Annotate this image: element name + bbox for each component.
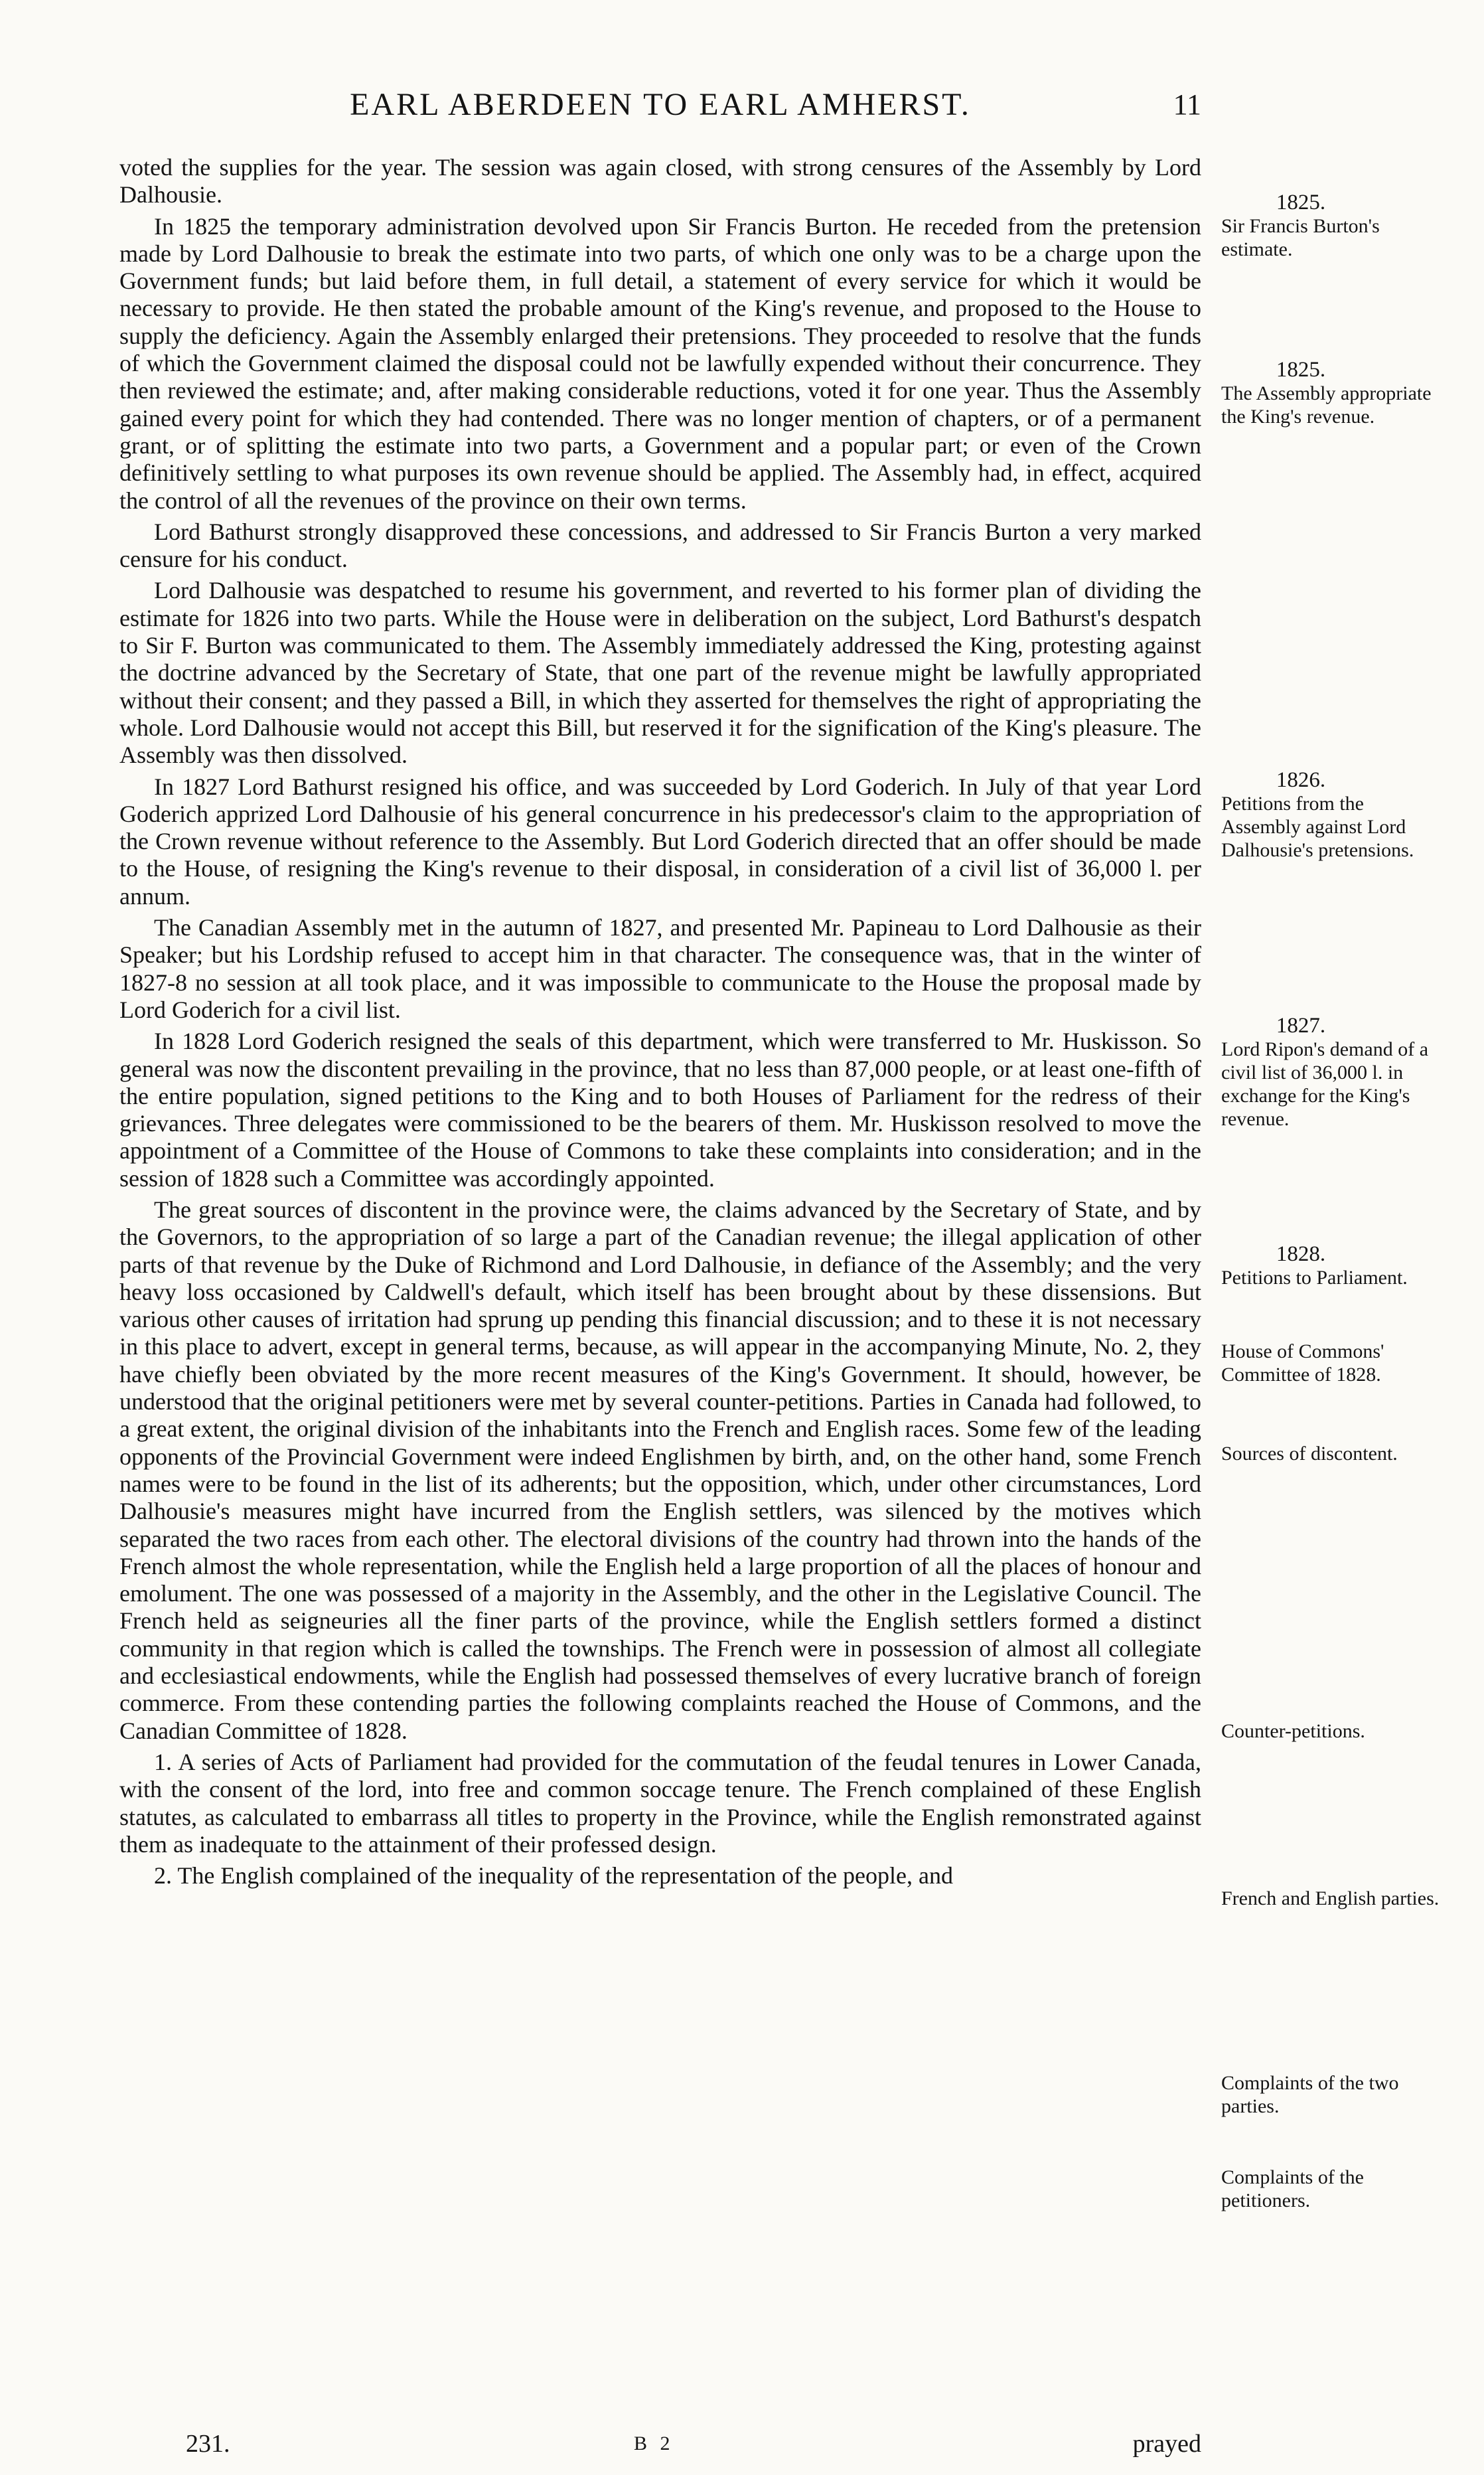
paragraph: voted the supplies for the year. The session was again closed, with strong censures of the Assembly by Lord Dalhousie. [119,154,1201,208]
margin-note-text: House of Commons' Committee of 1828. [1221,1340,1384,1386]
paragraph: In 1828 Lord Goderich resigned the seals of this department, which were transferred to Mr. Huskisson. So general was now the discontent prevailing in the province, that no less than 87,000 people, or at least one-fifth of the entire population, signed petitions to the King and to both Houses of Parliament for the redress of their grievances. Three delegates were commissioned to be the bearers of them. Mr. Huskisson resolved to move the appointment of a Committee of the House of Commons to take these complaints into consideration; and in the session of 1828 such a Committee was accordingly appointed. [119,1028,1201,1192]
paragraph: 2. The English complained of the inequality of the representation of the people, and [154,1862,953,1889]
margin-note-text: The Assembly appropriate the King's revenue. [1221,382,1432,428]
margin-note [1221,1887,1440,1910]
margin-note-text: Sources of discontent. [1221,1443,1398,1465]
margin-note [1221,769,1440,862]
margin-note-text: Petitions to Parliament. [1221,1267,1408,1289]
paragraph: In 1825 the temporary administration devolved upon Sir Francis Burton. He receded from the pretension made by Lord Dalhousie to break the estimate into two parts, of which one only was to be a charge upon the Government funds; but laid before them, in full detail, a statement of every service for which it would be necessary to provide. He then stated the probable amount of the King's revenue, and proposed to the House to supply the deficiency. Again the Assembly enlarged their pretensions. They proceeded to resolve that the funds of which the Government claimed the disposal could not be lawfully expended without their concurrence. They then reviewed the estimate; and, after making considerable reductions, voted it for one year. Thus the Assembly gained every point for which they had contended. There was no longer mention of chapters, or of a permanent grant, or of splitting the estimate into two parts, a Government and a popular part; or even of the Crown definitively settling to what purposes its own revenue should be applied. The Assembly had, in effect, acquired the control of all the revenues of the province on their own terms. [119,212,1201,514]
margin-note [1221,1014,1440,1131]
paragraph: Lord Dalhousie was despatched to resume his government, and reverted to his former plan of dividing the estimate for 1826 into two parts. While the House were in deliberation on the subject, Lord Bathurst's despatch to Sir F. Burton was communicated to them. The Assembly immediately addressed the King, protesting against the doctrine advanced by the Secretary of State, that one part of the revenue might be lawfully appropriated without their consent; and they passed a Bill, in which they asserted for themselves the right of appropriating the whole. Lord Dalhousie would not accept this Bill, but reserved it for the signification of the King's pleasure. The Assembly was then dissolved. [119,577,1201,769]
margin-note [1221,1243,1440,1289]
margin-note-year: 1825. [1276,358,1326,382]
margin-note [1221,2166,1440,2212]
margin-note-year: 1825. [1276,191,1326,214]
body-text [119,154,1201,1893]
paragraph: Lord Bathurst strongly disapproved these concessions, and addressed to Sir Francis Burton a very marked censure for his conduct. [119,518,1201,573]
catchword: prayed [1132,2430,1201,2458]
margin-note-text: French and English parties. [1221,1887,1440,1909]
page-header [119,85,1201,125]
margin-note [1221,1442,1440,1465]
margin-note-text: Counter-petitions. [1221,1720,1365,1742]
paragraph: The Canadian Assembly met in the autumn of 1827, and presented Mr. Papineau to Lord Dalhousie as their Speaker; but his Lordship refused to accept him in that character. The consequence was, that in the winter of 1827-8 no session at all took place, and it was impossible to communicate to the House the proposal made by Lord Goderich for a civil list. [119,914,1201,1023]
running-title: EARL ABERDEEN TO EARL AMHERST. [350,87,971,122]
margin-note-year: 1828. [1276,1242,1326,1266]
margin-note [1221,1719,1440,1743]
margin-note-year: 1826. [1276,768,1326,792]
margin-note-year: 1827. [1276,1014,1326,1038]
margin-note-text: Petitions from the Assembly against Lord Dalhousie's pretensions. [1221,793,1414,861]
margin-note-text: Complaints of the two parties. [1221,2072,1399,2117]
paragraph: 1. A series of Acts of Parliament had provided for the commutation of the feudal tenures in Lower Canada, with the consent of the lord, into free and common soccage tenure. The French complained of these English statutes, as calculated to embarrass all titles to property in the Province, while the English remonstrated against them as inadequate to the attainment of their professed design. [119,1748,1201,1858]
signature-number: 231. [186,2430,230,2458]
margin-note [1221,359,1440,428]
margin-note-text: Complaints of the petitioners. [1221,2166,1364,2211]
margin-note [1221,2071,1440,2118]
paragraph: The great sources of discontent in the province were, the claims advanced by the Secretary of State, and by the Governors, to the appropriation of so large a part of the Canadian revenue; the illegal application of other parts of that revenue by the Duke of Richmond and Lord Dalhousie, in defiance of the Assembly; and the very heavy loss occasioned by Caldwell's default, which itself has been brought about by these dissensions. But various other causes of irritation had sprung up pending this financial discussion; and to these it is not necessary in this place to advert, except in general terms, because, as will appear in the accompanying Minute, No. 2, they have chiefly been obviated by the more recent measures of the King's Government. It should, however, be understood that the original petitioners were met by several counter-petitions. Parties in Canada had followed, to a great extent, the original division of the inhabitants into the French and English races. Some few of the leading opponents of the Provincial Government were indeed Englishmen by birth, and, on the other hand, some French names were to be found in the list of its adherents; but the opposition, which, under other circumstances, Lord Dalhousie's measures might have incurred from the English settlers, was silenced by the motives which separated the two races from each other. The electoral divisions of the country had thrown into the hands of the French almost the whole representation, while the English held a large proportion of all the places of honour and emolument. The one was possessed of a majority in the Assembly, and the other in the Legislative Council. The French held as seigneuries all the finer parts of the province, while the English settlers formed a distinct community in that region which is called the townships. The French were in possession of almost all collegiate and ecclesiastical endowments, while the English had possessed themselves of every lucrative branch of foreign commerce. From these contending parties the following complaints reached the House of Commons, and the Canadian Committee of 1828. [119,1196,1201,1744]
page-footer [119,2427,1201,2461]
paragraph: In 1827 Lord Bathurst resigned his office, and was succeeded by Lord Goderich. In July of that year Lord Goderich apprized Lord Dalhousie of his general concurrence in his predecessor's claim to the appropriation of the Crown revenue without reference to the Assembly. But Lord Goderich directed that an offer should be made to the House, of resigning the King's revenue to their disposal, in consideration of a civil list of 36,000 l. per annum. [119,773,1201,910]
page-number: 11 [1173,88,1201,121]
margin-note [1221,1340,1440,1386]
signature-mark: B 2 [634,2433,674,2454]
margin-note-text: Sir Francis Burton's estimate. [1221,215,1380,260]
margin-note-text: Lord Ripon's demand of a civil list of 36,000 l. in exchange for the King's revenue. [1221,1038,1429,1130]
margin-note [1221,191,1440,261]
